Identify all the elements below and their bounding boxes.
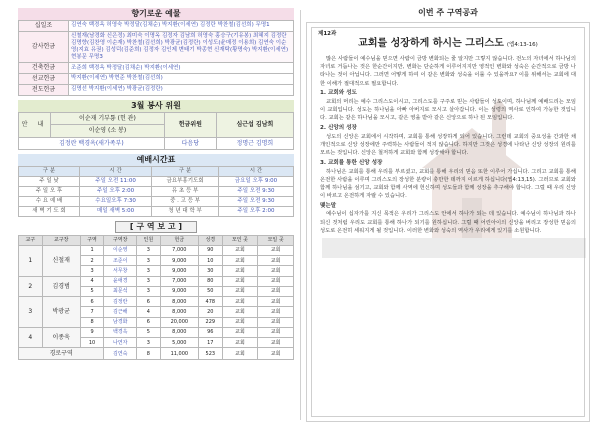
worship-cell: 금요부흥기도회 xyxy=(152,177,219,187)
guide-label: 안 내 xyxy=(19,112,51,137)
gyogu-number: 3 xyxy=(19,297,43,328)
cell-report-cell: 96 xyxy=(198,327,222,337)
sermon-title xyxy=(312,38,584,51)
cell-report-cell: 8,000 xyxy=(160,307,198,317)
cell-report-header: 교구장 xyxy=(42,235,80,245)
cell-report-cell: 9,000 xyxy=(160,286,198,296)
lesson-paragraph: 교회의 머리는 예수 그리스도이시고, 그리스도를 구주로 믿는 사람들이 성도이며, 하나님께 예배드리는 모임이 교회입니다. 성도는 하나님을 아빠 아버지로 모시고 살아갑니다. 이는 성령의 역사로 인하여 가능한 것입니다. 교회는 같은 하나님을 모시고, 같은 영을 받아 같은 신앙으로 하나 된 모임입니다. xyxy=(320,98,576,122)
cell-report-cell: 17 xyxy=(198,338,222,348)
cell-report-cell: 9,000 xyxy=(160,256,198,266)
cell-report-row xyxy=(19,297,294,307)
cell-report-cell: 교회 xyxy=(258,327,294,337)
offering-row xyxy=(19,84,294,95)
worship-cell: 주 일 오 후 xyxy=(19,187,80,197)
cell-report-row xyxy=(19,327,294,337)
next-week-names: 정명근 김명희 xyxy=(216,137,293,150)
cell-report-cell: 교회 xyxy=(258,266,294,276)
lesson-inner-frame xyxy=(311,27,585,417)
cell-report-cell: 교회 xyxy=(222,245,258,255)
cell-report-cell: 윤애경 xyxy=(104,276,137,286)
gyogu-leader: 이종욱 xyxy=(42,327,80,348)
cell-report-footer-cell: 교회 xyxy=(258,348,294,360)
worship-header: 구 분 xyxy=(19,167,80,177)
guide-row1: 이순재 기부툥 (헌 관) xyxy=(51,112,165,125)
cell-report-cell: 교회 xyxy=(258,276,294,286)
offering-category: 선교헌금 xyxy=(19,74,69,85)
cell-report-cell: 최문석 xyxy=(104,286,137,296)
lesson-paragraph: 많은 사람들이 예수님을 믿으면 사람이 금방 변화되는 줄 알지만 그렇지 않습니다. 전노의 자녀에서 하나님의 자녀로 거듭나는 것은 한순간이지만, 변화는 단순하게 이루어지지만 영적인 변화와 성숙은 순간적으로 금방 나타나는 것이 아닙니다. 그러면 어떻게 하여 이 같은 변화와 성숙을 이룰 수 있을까요? 이를 위해서는 교회에 대한 이해가 절대적으로 필요합니다. xyxy=(320,56,576,87)
cell-report-cell: 백경옥 xyxy=(104,327,137,337)
worship-cell: 주일 오후 2:00 xyxy=(79,187,151,197)
cell-report-cell: 3 xyxy=(137,276,161,286)
cell-report-cell: 김근해 xyxy=(104,307,137,317)
cell-report-row xyxy=(19,276,294,286)
column-divider xyxy=(300,10,301,420)
cell-report-cell: 5,000 xyxy=(160,338,198,348)
cell-report-cell: 10 xyxy=(198,256,222,266)
cell-report-cell: 1 xyxy=(80,245,104,255)
cell-report-cell: 교회 xyxy=(222,338,258,348)
worship-row xyxy=(19,206,294,216)
cell-report-footer-cell: 김연숙 xyxy=(104,348,137,360)
cell-report-cell: 서무창 xyxy=(104,266,137,276)
cell-report-title: [ 구 역 보 고 ] xyxy=(18,221,294,233)
cell-report-header: 구역 xyxy=(80,235,104,245)
offering-row xyxy=(19,63,294,74)
cell-report-cell: 4 xyxy=(137,307,161,317)
cell-report-footer-cell: 경로구역 xyxy=(19,348,104,360)
cell-report-cell: 3 xyxy=(137,286,161,296)
offering-table xyxy=(18,20,294,96)
cell-report-cell: 3 xyxy=(137,338,161,348)
guide-row2: 이순영 (소 봉) xyxy=(51,125,165,138)
cell-report-footer-row xyxy=(19,348,294,360)
cell-report-cell: 20 xyxy=(198,307,222,317)
worship-row xyxy=(19,177,294,187)
cell-report-header: 성경 xyxy=(198,235,222,245)
cell-report-footer-cell: 교회 xyxy=(222,348,258,360)
cell-report-cell: 교회 xyxy=(222,297,258,307)
volunteer-title: 3월 봉사 위원 xyxy=(18,100,294,112)
left-column xyxy=(18,8,294,360)
sermon-title-text: 교회를 성장하게 하시는 그리스도 xyxy=(358,38,504,49)
offering-committee-head: 헌금위원 xyxy=(164,112,216,137)
worship-cell: 주일 오전 11:00 xyxy=(79,177,151,187)
offering-names: 박지환(이세연) 박현준 박찬철(김선희) xyxy=(69,74,294,85)
cell-report-cell: 8,000 xyxy=(160,297,198,307)
worship-cell: 주일 오후 2:00 xyxy=(218,206,293,216)
cell-report-cell: 조준이 xyxy=(104,256,137,266)
cell-report-cell: 남경화 xyxy=(104,317,137,327)
cell-report-cell: 교회 xyxy=(258,297,294,307)
cell-report-cell: 10 xyxy=(80,338,104,348)
cell-report-cell: 7,000 xyxy=(160,245,198,255)
cell-report-cell: 80 xyxy=(198,276,222,286)
cell-report-header: 모일 곳 xyxy=(258,235,294,245)
worship-title: 예배시간표 xyxy=(18,154,294,166)
offering-names: 조준희 백경옥 박정달(김채순) 박지환(이세연) xyxy=(69,63,294,74)
worship-cell: 청 년 대 학 부 xyxy=(152,206,219,216)
cell-report-cell: 교회 xyxy=(258,317,294,327)
offering-category: 감사헌금 xyxy=(19,31,69,63)
cell-report-cell: 교회 xyxy=(222,286,258,296)
cell-report-footer-cell: 8 xyxy=(137,348,161,360)
gyogu-number: 2 xyxy=(19,276,43,297)
cell-report-cell: 교회 xyxy=(258,338,294,348)
gyogu-leader: 김경범 xyxy=(42,276,80,297)
cell-report-cell: 나연자 xyxy=(104,338,137,348)
offering-committee-names: 심근섭 김남희 xyxy=(216,112,293,137)
lesson-subheading: 3. 교회를 통한 신앙 성장 xyxy=(320,159,383,166)
cell-report-cell: 교회 xyxy=(258,286,294,296)
offering-category: 전도헌금 xyxy=(19,84,69,95)
gyogu-number: 1 xyxy=(19,245,43,276)
cell-report-cell: 2 xyxy=(80,256,104,266)
lesson-subheading: 맺는말 xyxy=(320,202,337,209)
lesson-paragraph: 성도의 신앙은 교회에서 시작하며, 교회를 통해 성장하게 되어 있습니다. 그런데 교회의 중요성을 간과한 채 개인적으로 신앙 성장에만 주력하는 사람들이 적지 않습니다. 하지만 그것은 성경에 나타난 신앙 성장의 원리를 모르는 것입니다. 신앙은 철저하게 교회와 함께 성장해야 합니다. xyxy=(320,133,576,157)
cell-report-footer-cell: 11,000 xyxy=(160,348,198,360)
worship-cell: 새 벽 기 도 회 xyxy=(19,206,80,216)
cell-report-cell: 교회 xyxy=(222,307,258,317)
offering-row xyxy=(19,31,294,63)
offering-row xyxy=(19,74,294,85)
cell-report-header: 헌금 xyxy=(160,235,198,245)
gyogu-leader: 신철재 xyxy=(42,245,80,276)
guide-row3: 김정란 백경옥(새가족부) xyxy=(19,137,165,150)
worship-cell: 금요일 오후 9:00 xyxy=(218,177,293,187)
worship-cell: 주일 오전 9:30 xyxy=(218,187,293,197)
worship-cell: 유 초 등 부 xyxy=(152,187,219,197)
right-column xyxy=(306,8,590,422)
offering-names: 김명선 박지환(이세연) 박광균(김정란) xyxy=(69,84,294,95)
cell-report-cell: 3 xyxy=(137,266,161,276)
lesson-paragraph: 예수님이 십자가를 지신 목적은 우리가 그리스도 안에서 하나가 되는 데 있습니다. 예수님이 하나님과 하나 되신 것처럼 우리도 교회를 통해 하나가 되기를 원하십니다. 그럴 때 어린아이의 신앙을 버리고 장성한 믿음의 성도로 온전히 세워지게 될 것입니다. 이러한 변화와 성숙의 역사가 우리에게 있기를 소원합니다. xyxy=(320,211,576,234)
worship-header: 시 간 xyxy=(218,167,293,177)
volunteer-table xyxy=(18,112,294,151)
cell-report-cell: 3 xyxy=(137,256,161,266)
offering-names: 김연숙 백경옥 허영숙 박정달(김채순) 박지환(이세연) 김정란 박찬철(김선희) 무명1 xyxy=(69,21,294,32)
lesson-subheading: 1. 교회와 성도 xyxy=(320,90,357,97)
cell-report-cell: 8 xyxy=(80,317,104,327)
cell-report-cell: 교회 xyxy=(222,276,258,286)
cell-report-cell: 478 xyxy=(198,297,222,307)
next-week-label: 다음당 xyxy=(164,137,216,150)
cell-report-cell: 20,000 xyxy=(160,317,198,327)
worship-cell: 주일 오전 9:30 xyxy=(218,196,293,206)
cell-report-cell: 이순영 xyxy=(104,245,137,255)
cell-report-cell: 5 xyxy=(137,327,161,337)
offering-names: 신철재(남경화 신은정) 최미숙 이명옥 김정자 김남희 허영숙 홍승구(기유봉) 최혜지 김정란 김명향(김찬영 이순재) 박찬철(김선희) 박광균(김정란) 이성도(윤매정 이용희) 김연숙 이순영(지효 유권) 김성덕(김준희) 김정자 김인제 변태기 박종현 신재탁(황명숙) 박지환(이세연) 현봉문 무명3 xyxy=(69,31,294,63)
cell-report-cell: 50 xyxy=(198,286,222,296)
cell-report-cell: 3 xyxy=(137,245,161,255)
lesson-number: 제12과 xyxy=(318,31,337,37)
worship-header: 시 간 xyxy=(79,167,151,177)
cell-report-cell: 6 xyxy=(137,297,161,307)
cell-report-cell: 6 xyxy=(80,297,104,307)
worship-cell: 수요일오후 7:30 xyxy=(79,196,151,206)
cell-report-cell: 8,000 xyxy=(160,327,198,337)
offering-row xyxy=(19,21,294,32)
cell-report-cell: 교회 xyxy=(258,307,294,317)
lesson-frame xyxy=(306,22,590,422)
cell-report-cell: 교회 xyxy=(222,256,258,266)
scripture-ref: (엡4:13-16) xyxy=(506,42,538,48)
worship-cell: 매일 새벽 5:00 xyxy=(79,206,151,216)
lesson-subheading: 2. 신앙의 성장 xyxy=(320,125,357,132)
cell-report-cell: 교회 xyxy=(222,327,258,337)
worship-cell: 주 일 낮 xyxy=(19,177,80,187)
worship-cell: 중 . 고 등 부 xyxy=(152,196,219,206)
cell-report-header: 구역장 xyxy=(104,235,137,245)
gyogu-number: 4 xyxy=(19,327,43,348)
cell-report-cell: 90 xyxy=(198,245,222,255)
cell-report-row xyxy=(19,245,294,255)
worship-row xyxy=(19,187,294,197)
cell-report-cell: 5 xyxy=(80,286,104,296)
cell-report-cell: 4 xyxy=(80,276,104,286)
cell-report-cell: 김정란 xyxy=(104,297,137,307)
cell-report-cell: 교회 xyxy=(222,317,258,327)
cell-report-cell: 30 xyxy=(198,266,222,276)
cell-report-cell: 9,000 xyxy=(160,266,198,276)
lesson-header: 이번 주 구역공과 xyxy=(418,8,478,17)
cell-report-cell: 7,000 xyxy=(160,276,198,286)
worship-cell: 수 요 예 배 xyxy=(19,196,80,206)
offering-title: 향기로운 예물 xyxy=(18,8,294,20)
cell-report-cell: 교회 xyxy=(258,256,294,266)
cell-report-cell: 229 xyxy=(198,317,222,327)
cell-report-cell: 교회 xyxy=(258,245,294,255)
offering-category: 건축헌금 xyxy=(19,63,69,74)
cell-report-header: 교구 xyxy=(19,235,43,245)
offering-category: 십일조 xyxy=(19,21,69,32)
lesson-paragraph: 하나님은 교회를 통해 우리를 부르셨고, 교회를 통해 우리의 믿음 또한 이루어 가십니다. 그리고 교회를 통해 온전한 사람을 이루며 그리스도의 장성한 분량이 충만한 데까지 이르게 하십니다(엡4:13,15). 그러므로 교회와 함께 하나님을 섬기고, 교회와 함께 사역에 헌신하며 성도들과 함께 성장을 추구해야 합니다. 그럴 때 우리 신앙이 바르고 온전하게 자랄 수 있습니다. xyxy=(320,168,576,200)
cell-report-cell: 교회 xyxy=(222,266,258,276)
worship-header: 구 분 xyxy=(152,167,219,177)
worship-row xyxy=(19,196,294,206)
cell-report-cell: 3 xyxy=(80,266,104,276)
lesson-body xyxy=(320,55,576,235)
cell-report-header: 인원 xyxy=(137,235,161,245)
cell-report-header: 모인 곳 xyxy=(222,235,258,245)
cell-report-cell: 6 xyxy=(137,317,161,327)
worship-table xyxy=(18,166,294,216)
cell-report-cell: 7 xyxy=(80,307,104,317)
cell-report-cell: 9 xyxy=(80,327,104,337)
cell-report-table xyxy=(18,235,294,360)
cell-report-footer-cell: 523 xyxy=(198,348,222,360)
gyogu-leader: 박광균 xyxy=(42,297,80,328)
